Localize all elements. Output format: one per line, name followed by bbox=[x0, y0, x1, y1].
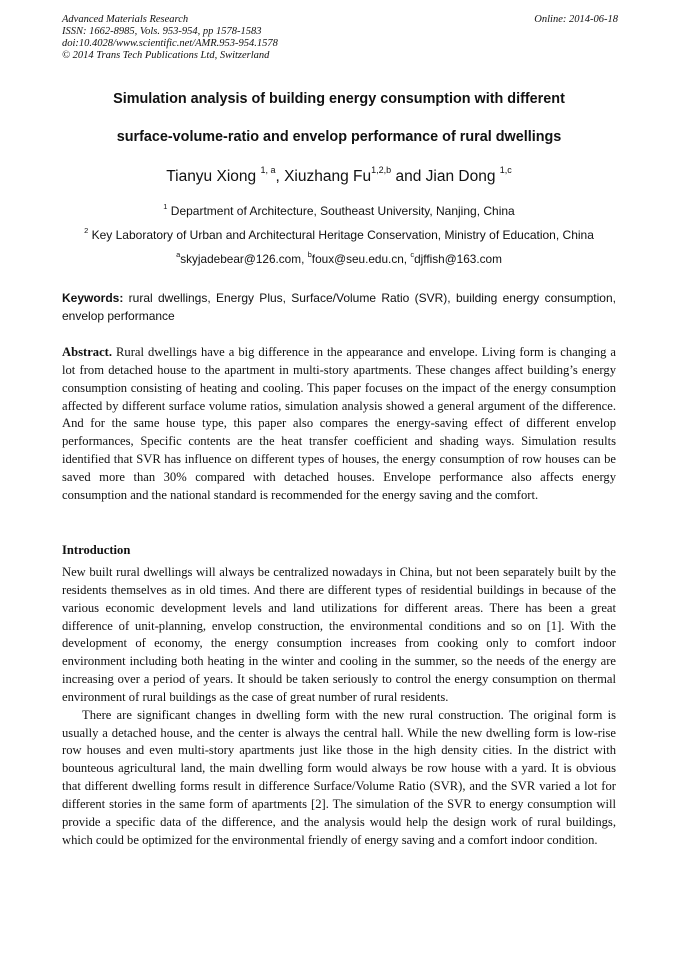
copyright-line: © 2014 Trans Tech Publications Ltd, Switzerland bbox=[62, 50, 270, 61]
paragraph: There are significant changes in dwelling form with the new rural construction. The original form is usually a detached house, and the center is always the central hall. While the new dwelling form is low-rise row houses and even multi-story apartments just like those in the high density cities. In the district with bounteous agricultural land, the main dwelling form would always be row house with a yard. It is obvious that different dwelling forms result in difference Surface/Volume Ratio (SVR), and the SVR varied a lot for different stories in the same form of apartments [2]. The simulation of the SVR to energy consumption will provide a specific data of the difference, and the analysis would help the design work of rural buildings, which could be optimized for the environmental friendly of energy saving and a comfort indoor condition. bbox=[62, 707, 616, 847]
affiliation-mark: 1 bbox=[163, 202, 168, 211]
affiliation-text: Key Laboratory of Urban and Architectural Heritage Conservation, Ministry of Education, China bbox=[88, 228, 594, 242]
abstract-text: Rural dwellings have a big difference in the appearance and envelope. Living form is changing a lot from detached house to the apartment in multi-story apartments. These changes affect building’s energy consumption consisting of heating and cooling. This paper focuses on the impact of the energy consumption affected by different surface volume ratios, simulation analysis showed a general argument of the difference. And for the same house type, this paper also compares the energy-saving effect of different envelop performances, Specific contents are the heat transfer coefficient and shading ways. Simulation results identified that SVR has influence on different types of houses, the energy consumption of row houses can be saved more than 30% compared with detached houses. Envelope performance also affects energy consumption and the national standard is recommended for the energy saving and the comfort. bbox=[62, 345, 616, 502]
email-mark: a bbox=[176, 250, 181, 259]
affiliation-mark: 2 bbox=[84, 226, 89, 235]
author-separator: and bbox=[391, 168, 426, 185]
introduction-body bbox=[62, 564, 616, 850]
author-list bbox=[62, 167, 616, 187]
journal-header bbox=[62, 14, 618, 62]
section-heading: Introduction bbox=[62, 543, 131, 557]
author-affil-mark: 1, a bbox=[260, 165, 276, 175]
email-list bbox=[62, 252, 616, 267]
journal-name: Advanced Materials Research bbox=[62, 14, 189, 25]
online-date: Online: 2014-06-18 bbox=[534, 14, 618, 25]
affiliation-2 bbox=[62, 228, 616, 243]
author-affil-mark: 1,2,b bbox=[371, 165, 392, 175]
keywords-block bbox=[62, 289, 616, 325]
email-address[interactable]: djffish@163.com bbox=[414, 252, 502, 266]
paragraph: New built rural dwellings will always be centralized nowadays in China, but not been separately built by the residents themselves as in old times. And there are different types of residential buildings in because of the various economic development levels and land utilizations for different areas. There has been a great difference of unit-planning, envelop construction, the environmental conditions and so on [1]. With the development of economy, the energy consumption increases from cooking only to comfort indoor environment including both heating in the winter and cooling in the summer, so the needs of the energy are increasing over a period of years. It should be taken seriously to control the energy consumption on thermal environment of rural buildings as the case of great number of rural residents. bbox=[62, 565, 616, 704]
email-address[interactable]: foux@seu.edu.cn, bbox=[311, 252, 411, 266]
author-separator: , bbox=[275, 168, 285, 185]
author-name: Tianyu Xiong bbox=[166, 168, 261, 185]
email-mark: c bbox=[410, 250, 415, 259]
title-line-2: surface-volume-ratio and envelop performance of rural dwellings bbox=[116, 129, 562, 145]
author-name: Xiuzhang Fu bbox=[284, 168, 372, 185]
paper-title bbox=[62, 90, 616, 146]
author-affil-mark: 1,c bbox=[499, 165, 512, 175]
doi-line: doi:10.4028/www.scientific.net/AMR.953-954.1578 bbox=[62, 38, 278, 49]
abstract-label: Abstract. bbox=[62, 345, 113, 359]
affiliation-text: Department of Architecture, Southeast University, Nanjing, China bbox=[167, 204, 515, 218]
author-name: Jian Dong bbox=[425, 168, 500, 185]
issn-line: ISSN: 1662-8985, Vols. 953-954, pp 1578-1583 bbox=[62, 26, 262, 37]
affiliation-1 bbox=[62, 204, 616, 219]
email-address[interactable]: skyjadebear@126.com, bbox=[180, 252, 308, 266]
keywords-label: Keywords: bbox=[62, 291, 124, 305]
keywords-text: rural dwellings, Energy Plus, Surface/Volume Ratio (SVR), building energy consumption, envelop performance bbox=[62, 291, 616, 323]
title-line-1: Simulation analysis of building energy consumption with different bbox=[113, 91, 565, 107]
abstract-block bbox=[62, 344, 616, 505]
email-mark: b bbox=[307, 250, 312, 259]
